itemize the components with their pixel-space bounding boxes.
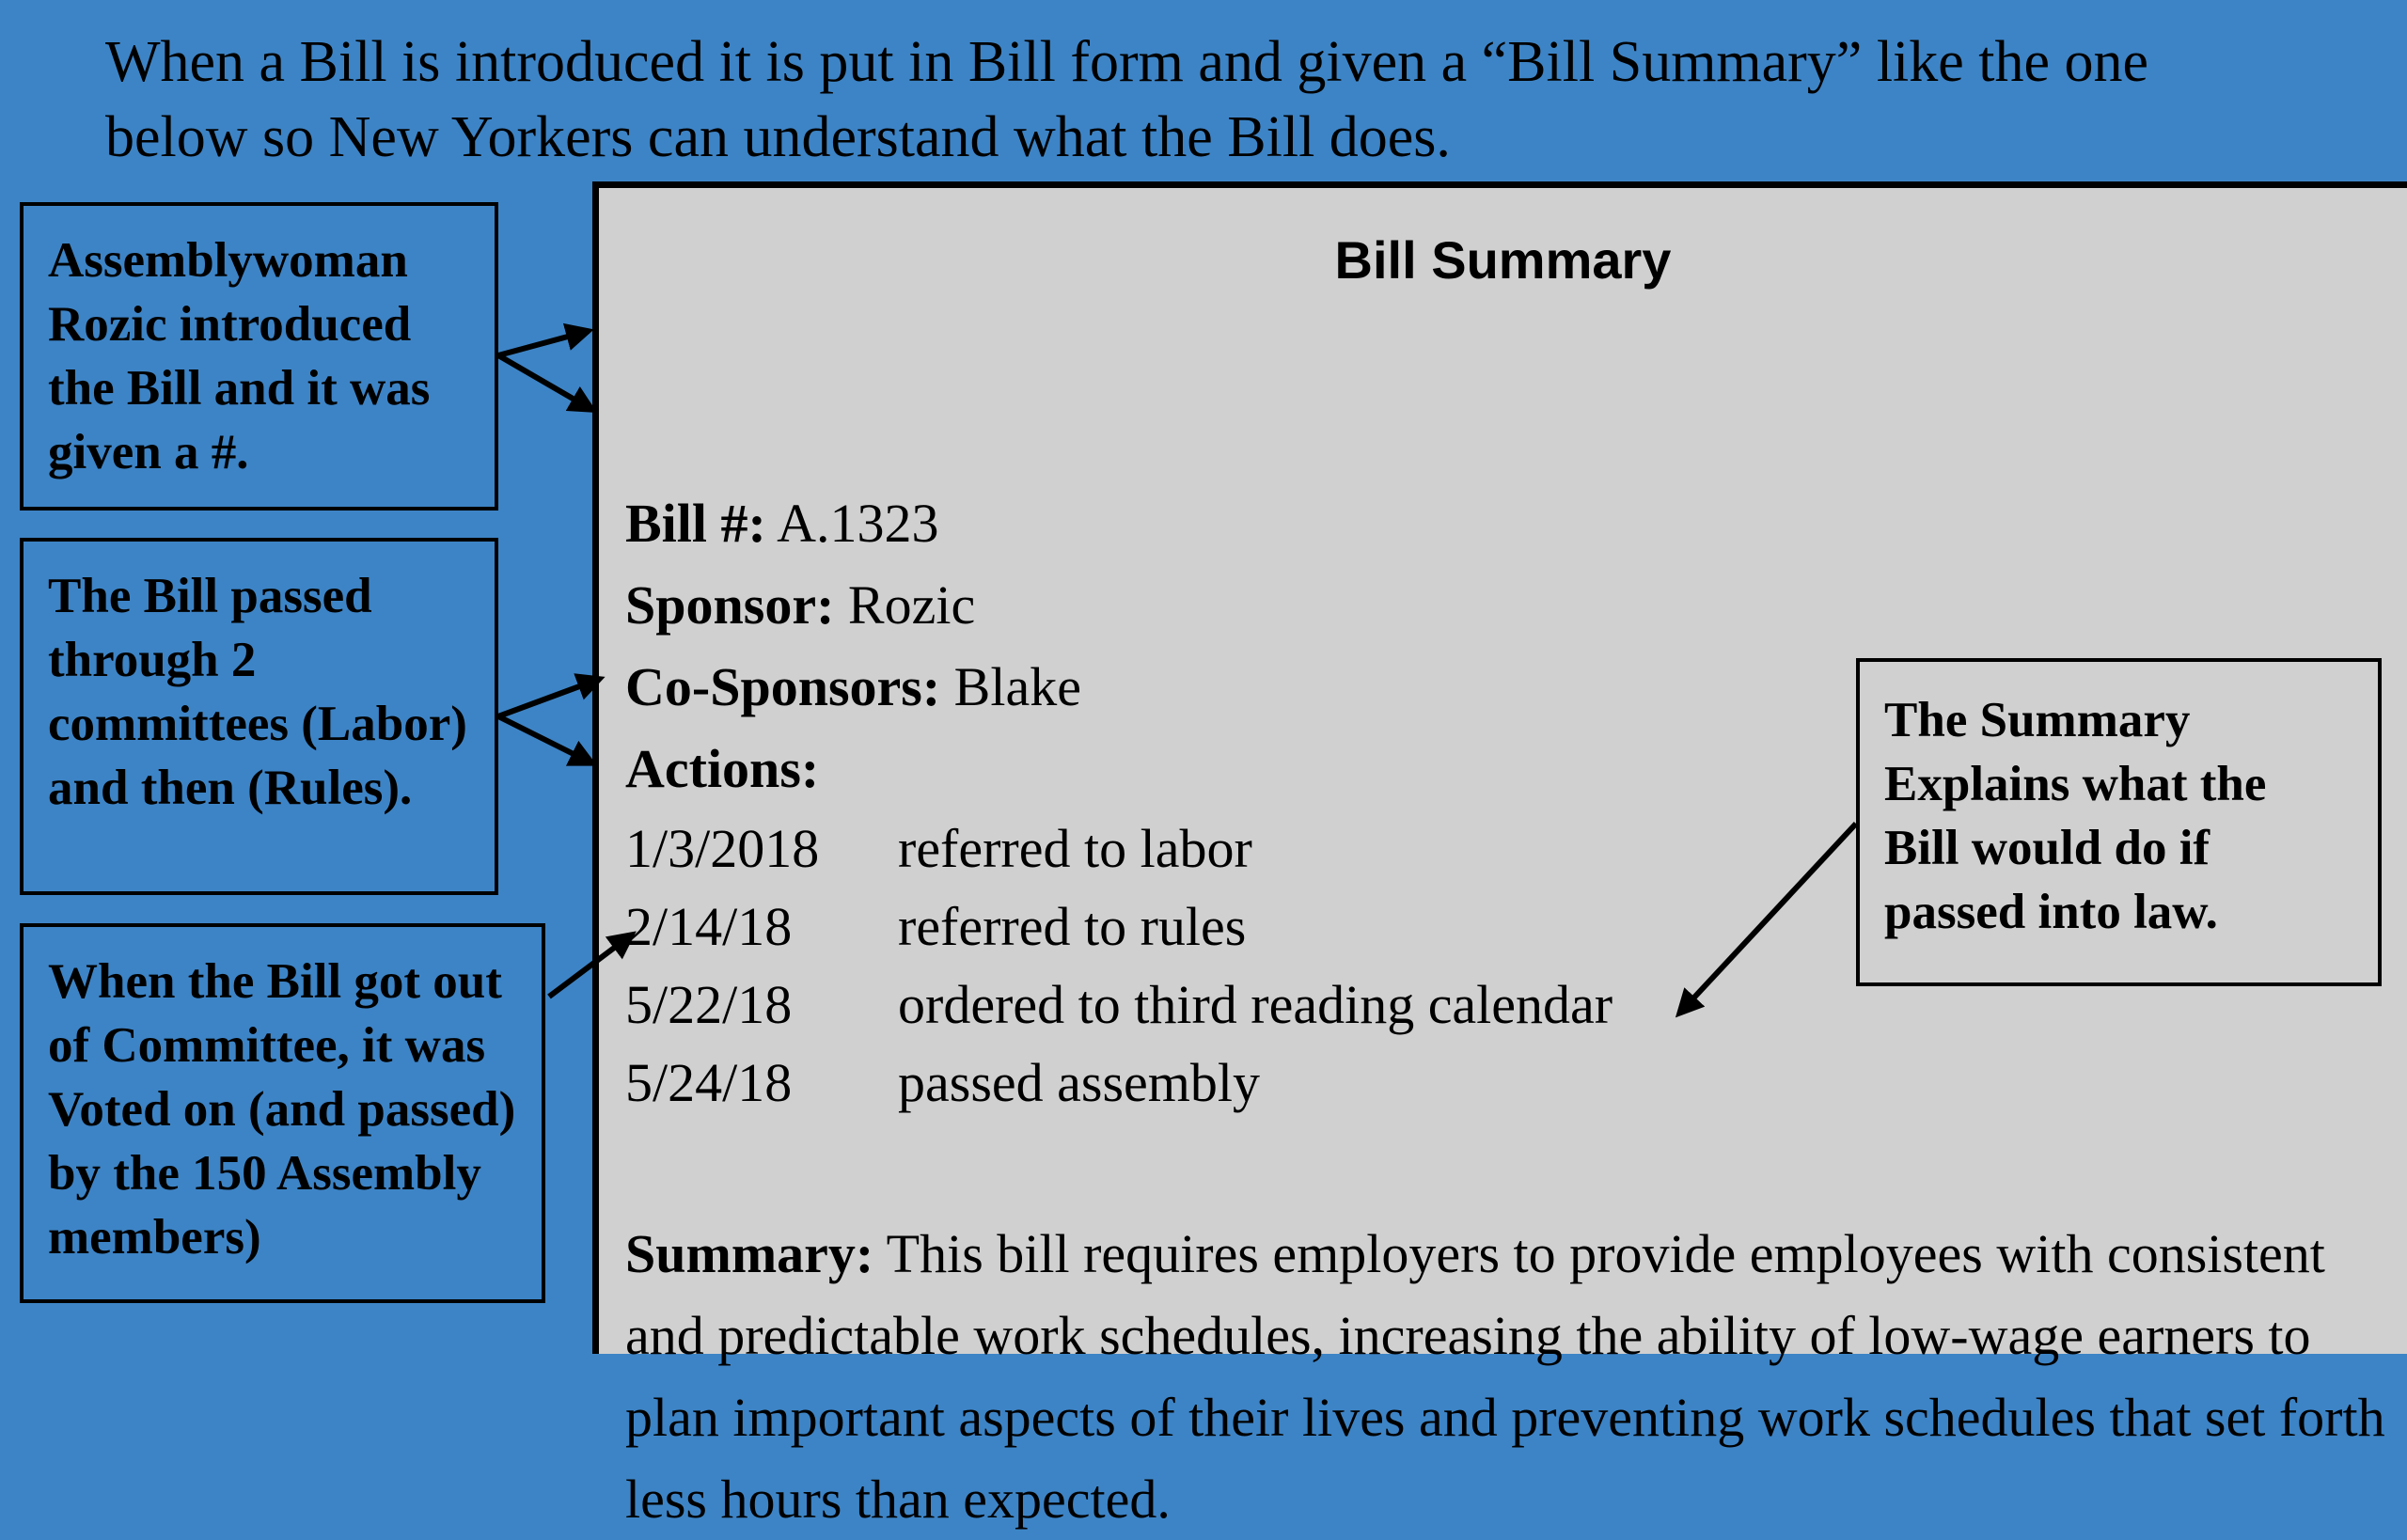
arrow-committees-to-rules (498, 716, 592, 763)
intro-text: When a Bill is introduced it is put in Bill form and given a “Bill Summary” like the one below so New Yorkers can understand what the Bill does. (105, 30, 2149, 169)
action-text: ordered to third reading calendar (898, 974, 1613, 1035)
action-date: 1/3/2018 (625, 818, 820, 879)
action-date: 5/24/18 (625, 1052, 793, 1113)
arrow-summary-callout (1679, 824, 1856, 1014)
callout-sponsor: Assemblywoman Rozic introduced the Bill and it was given a #. (20, 202, 498, 511)
action-text: passed assembly (898, 1052, 1260, 1113)
action-text: referred to labor (898, 818, 1252, 879)
arrow-committees-to-labor (498, 679, 600, 716)
sponsor-label: Sponsor: (625, 574, 835, 636)
callout-committees: The Bill passed through 2 committees (Labor) and then (Rules). (20, 538, 498, 895)
callout-summary: The Summary Explains what the Bill would do if passed into law. (1856, 658, 2382, 986)
panel-title: Bill Summary (1334, 230, 1672, 290)
arrow-sponsor-to-sponsor (498, 355, 592, 410)
sponsor-value: Rozic (847, 574, 976, 636)
callout-vote: When the Bill got out of Committee, it was Voted on (and passed) by the 150 Assembly members) (20, 923, 545, 1303)
action-text: referred to rules (898, 896, 1247, 957)
cosponsors-label: Co-Sponsors: (625, 656, 941, 717)
bill-number-value: A.1323 (777, 493, 939, 554)
summary-label: Summary: (625, 1223, 874, 1284)
action-date: 2/14/18 (625, 896, 793, 957)
summary-text: This bill requires employers to provide employees with consistent and predictable work schedules, increasing the ability of low-wage earners to plan important aspects of their lives and preventing work schedules that set forth less hours than expected. (625, 1223, 2385, 1530)
arrow-vote-to-passed (549, 935, 632, 997)
actions-label: Actions: (625, 738, 820, 799)
arrow-sponsor-to-bill-number (498, 331, 589, 355)
bill-number-label: Bill #: (625, 493, 766, 554)
cosponsors-value: Blake (953, 656, 1081, 717)
action-date: 5/22/18 (625, 974, 793, 1035)
